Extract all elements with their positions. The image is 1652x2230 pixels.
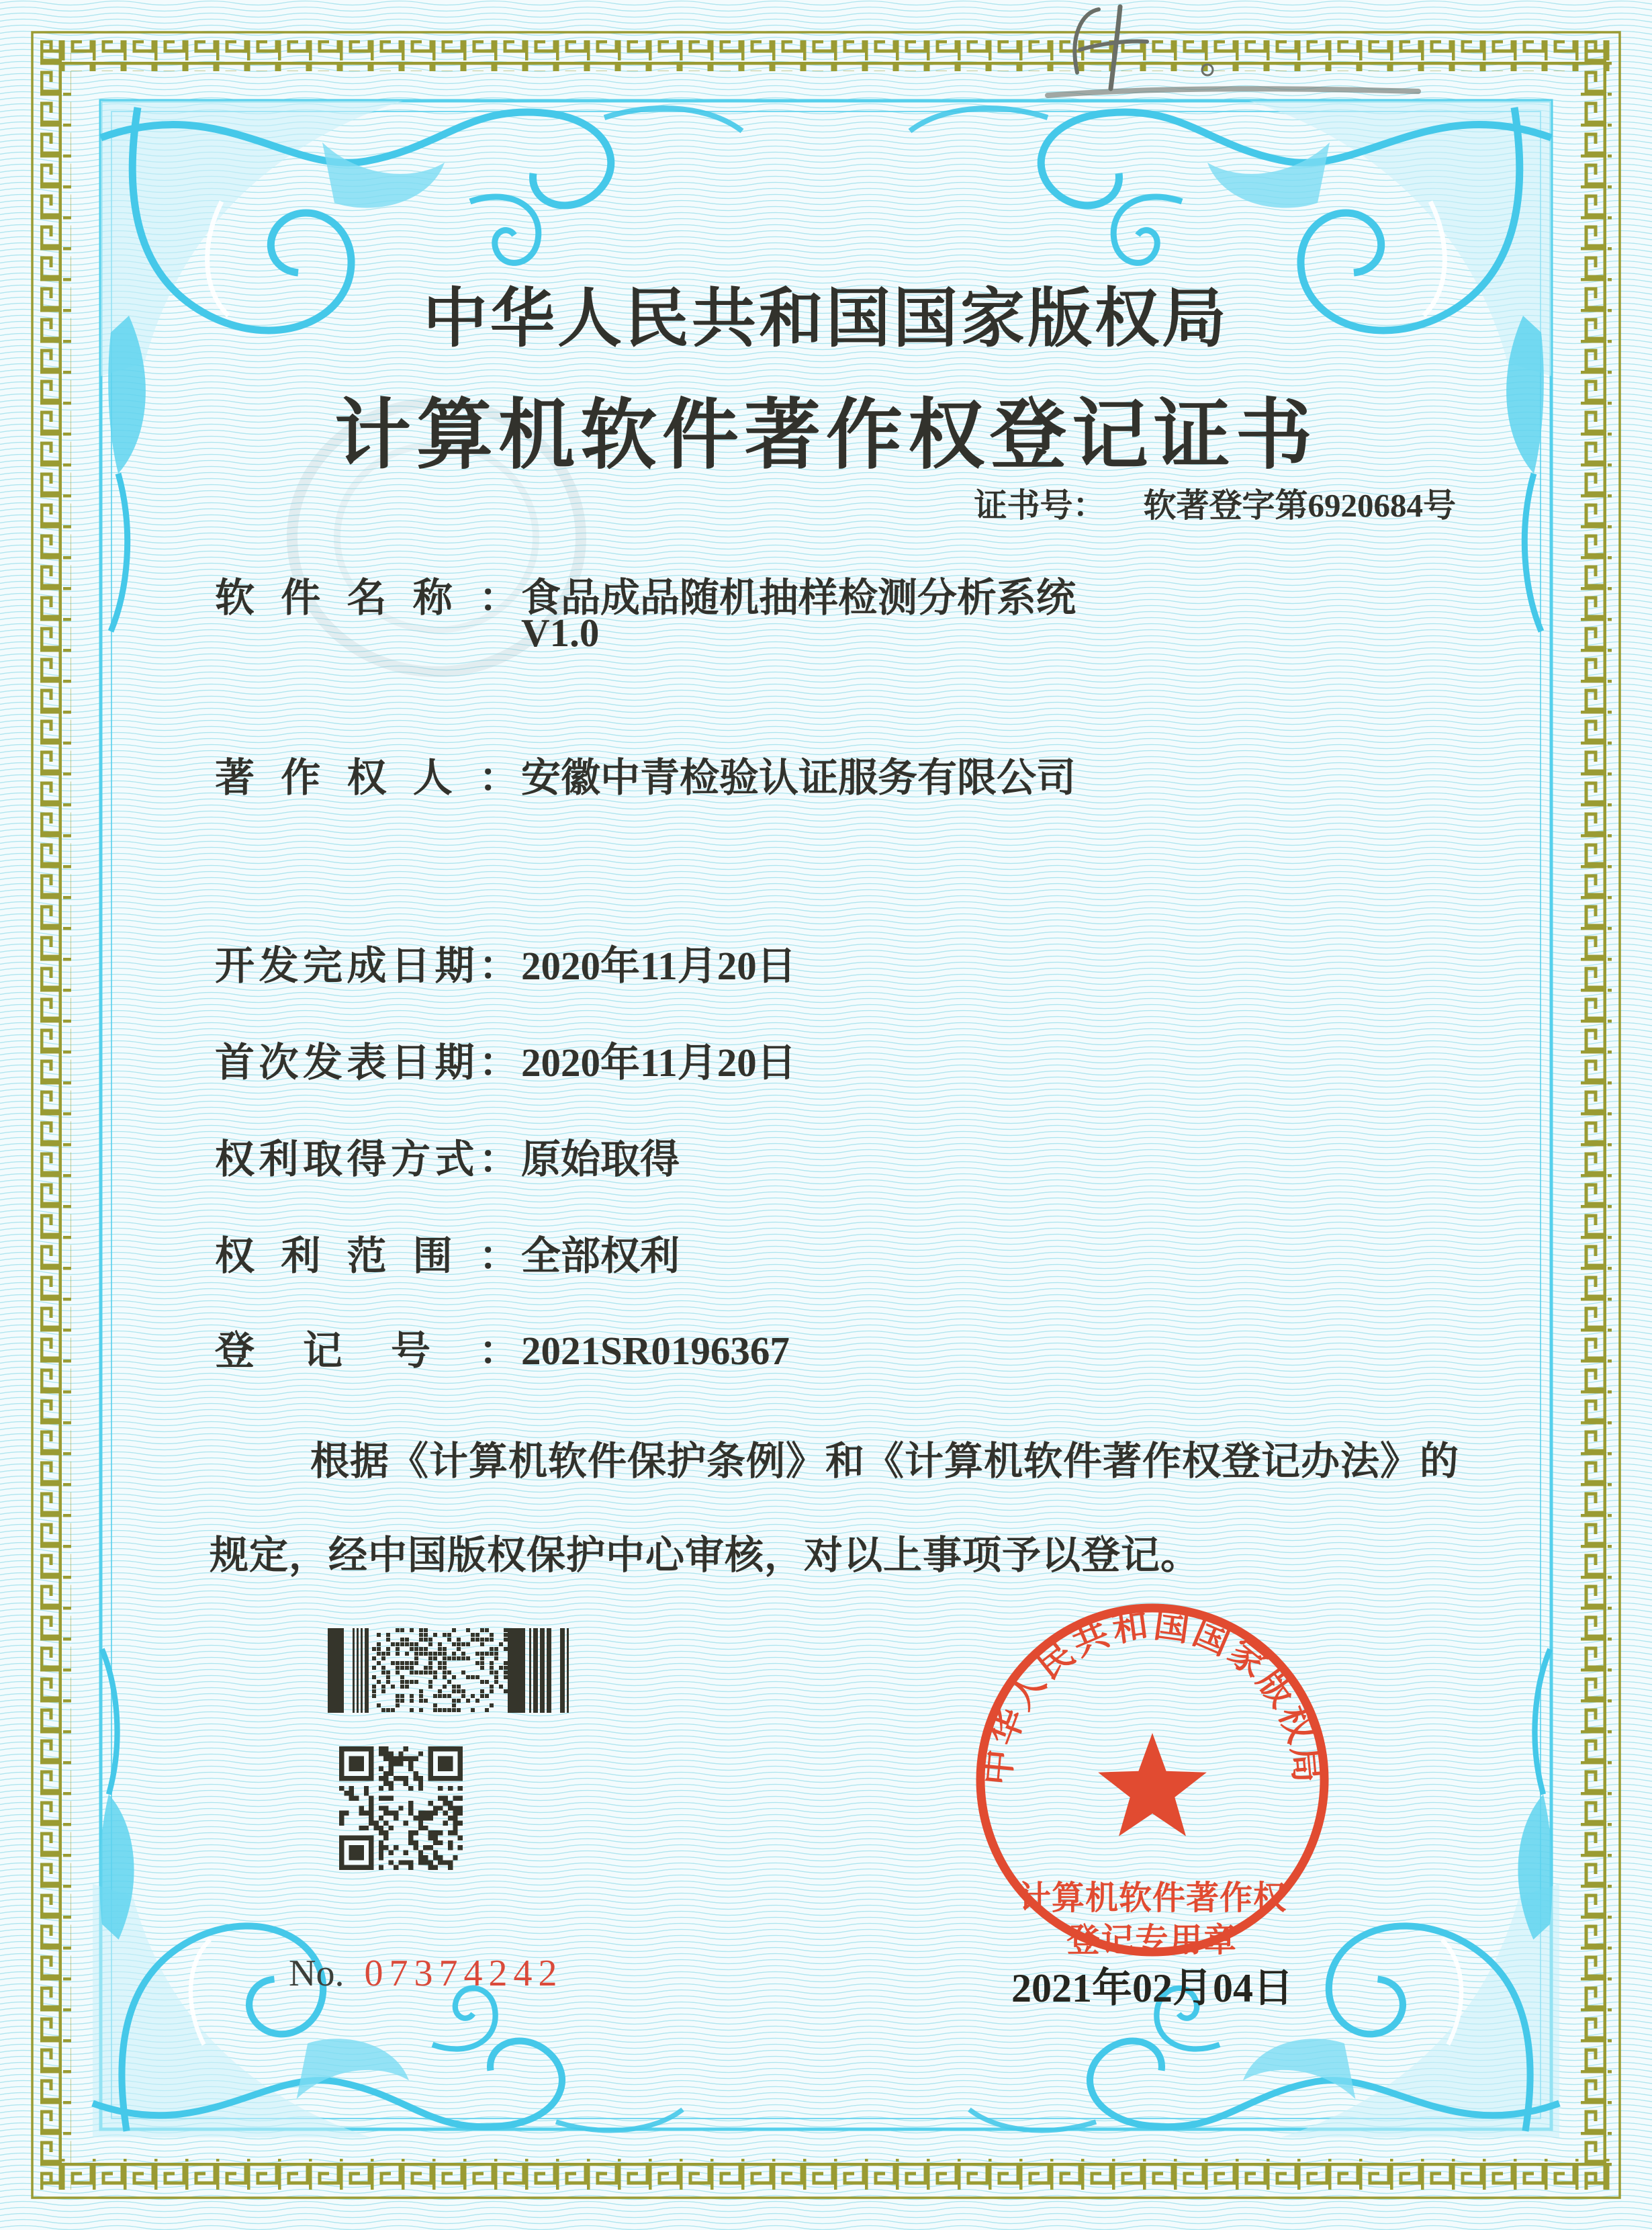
registration-statement-line2: 规定，经中国版权保护中心审核，对以上事项予以登记。 — [210, 1533, 1201, 1577]
certificate-page: 中华人民共和国国家版权局 计算机软件著作权登记证书 证书号： 软著登字第6920684号 软件名称：食品成品随机抽样检测分析系统 V1.0 著作权人：安徽中青检验认证服务有限公司 开发完成日期：2020年11月20日 首次发表日期：2020年11月20日 权利取得方式：原始取得 权利范围：全部权利 登记号：2021SR0196367 根据《计算机软件保护条例》和《计算机软件著作权登记办法》的 规定，经中国版权保护中心审核，对以上事项予以登记。 No. 07374242 中华人民共和国国家版权局 计算机软件著作权 登记专用章 2021年02月04日 — [0, 0, 1652, 2230]
barcode — [328, 1628, 569, 1713]
field-rights-acquisition — [215, 1127, 680, 1184]
seal-star — [1098, 1733, 1207, 1836]
field-label: 开发完成日期： — [215, 944, 518, 988]
registration-statement-line1: 根据《计算机软件保护条例》和《计算机软件著作权登记办法》的 — [310, 1439, 1460, 1483]
official-seal — [964, 1592, 1340, 1968]
field-label: 权利范围： — [215, 1234, 518, 1278]
field-software-version: V1.0 — [521, 611, 600, 655]
field-first-publish-date — [215, 1030, 796, 1087]
field-rights-scope — [215, 1224, 680, 1281]
field-label: 著作权人： — [215, 756, 518, 800]
field-value: 食品成品随机抽样检测分析系统 — [521, 576, 1076, 620]
field-label: 登记号： — [215, 1329, 518, 1373]
seal-ring-text: 中华人民共和国国家版权局 — [978, 1605, 1327, 1787]
field-label: 软件名称： — [215, 576, 518, 620]
seal-text-line1: 计算机软件著作权 — [1017, 1879, 1287, 1916]
field-value: 原始取得 — [521, 1137, 680, 1181]
field-value: 2020年11月20日 — [521, 944, 796, 988]
field-value: 全部权利 — [521, 1234, 680, 1278]
field-value: 2021SR0196367 — [521, 1329, 790, 1373]
certificate-number-label: 证书号： — [974, 487, 1106, 524]
field-registration-number — [215, 1319, 790, 1376]
field-value: 2020年11月20日 — [521, 1040, 796, 1085]
certificate-title: 计算机软件著作权登记证书 — [334, 393, 1318, 478]
field-label: 权利取得方式： — [215, 1137, 518, 1181]
certificate-number-value: 软著登字第6920684号 — [1143, 487, 1456, 524]
serial-number-line — [289, 1952, 563, 1995]
issuing-authority: 中华人民共和国国家版权局 — [423, 283, 1229, 355]
serial-label: No. — [289, 1953, 345, 1994]
seal-text-line2: 登记专用章 — [1066, 1922, 1238, 1959]
certificate-number-line — [974, 480, 1456, 527]
field-software-name — [215, 566, 1076, 623]
field-value: 安徽中青检验认证服务有限公司 — [521, 756, 1076, 800]
field-dev-complete-date — [215, 934, 796, 991]
field-label: 首次发表日期： — [215, 1040, 518, 1085]
field-copyright-owner — [215, 746, 1076, 803]
qr-code — [339, 1746, 463, 1870]
serial-value: 07374242 — [364, 1953, 563, 1994]
